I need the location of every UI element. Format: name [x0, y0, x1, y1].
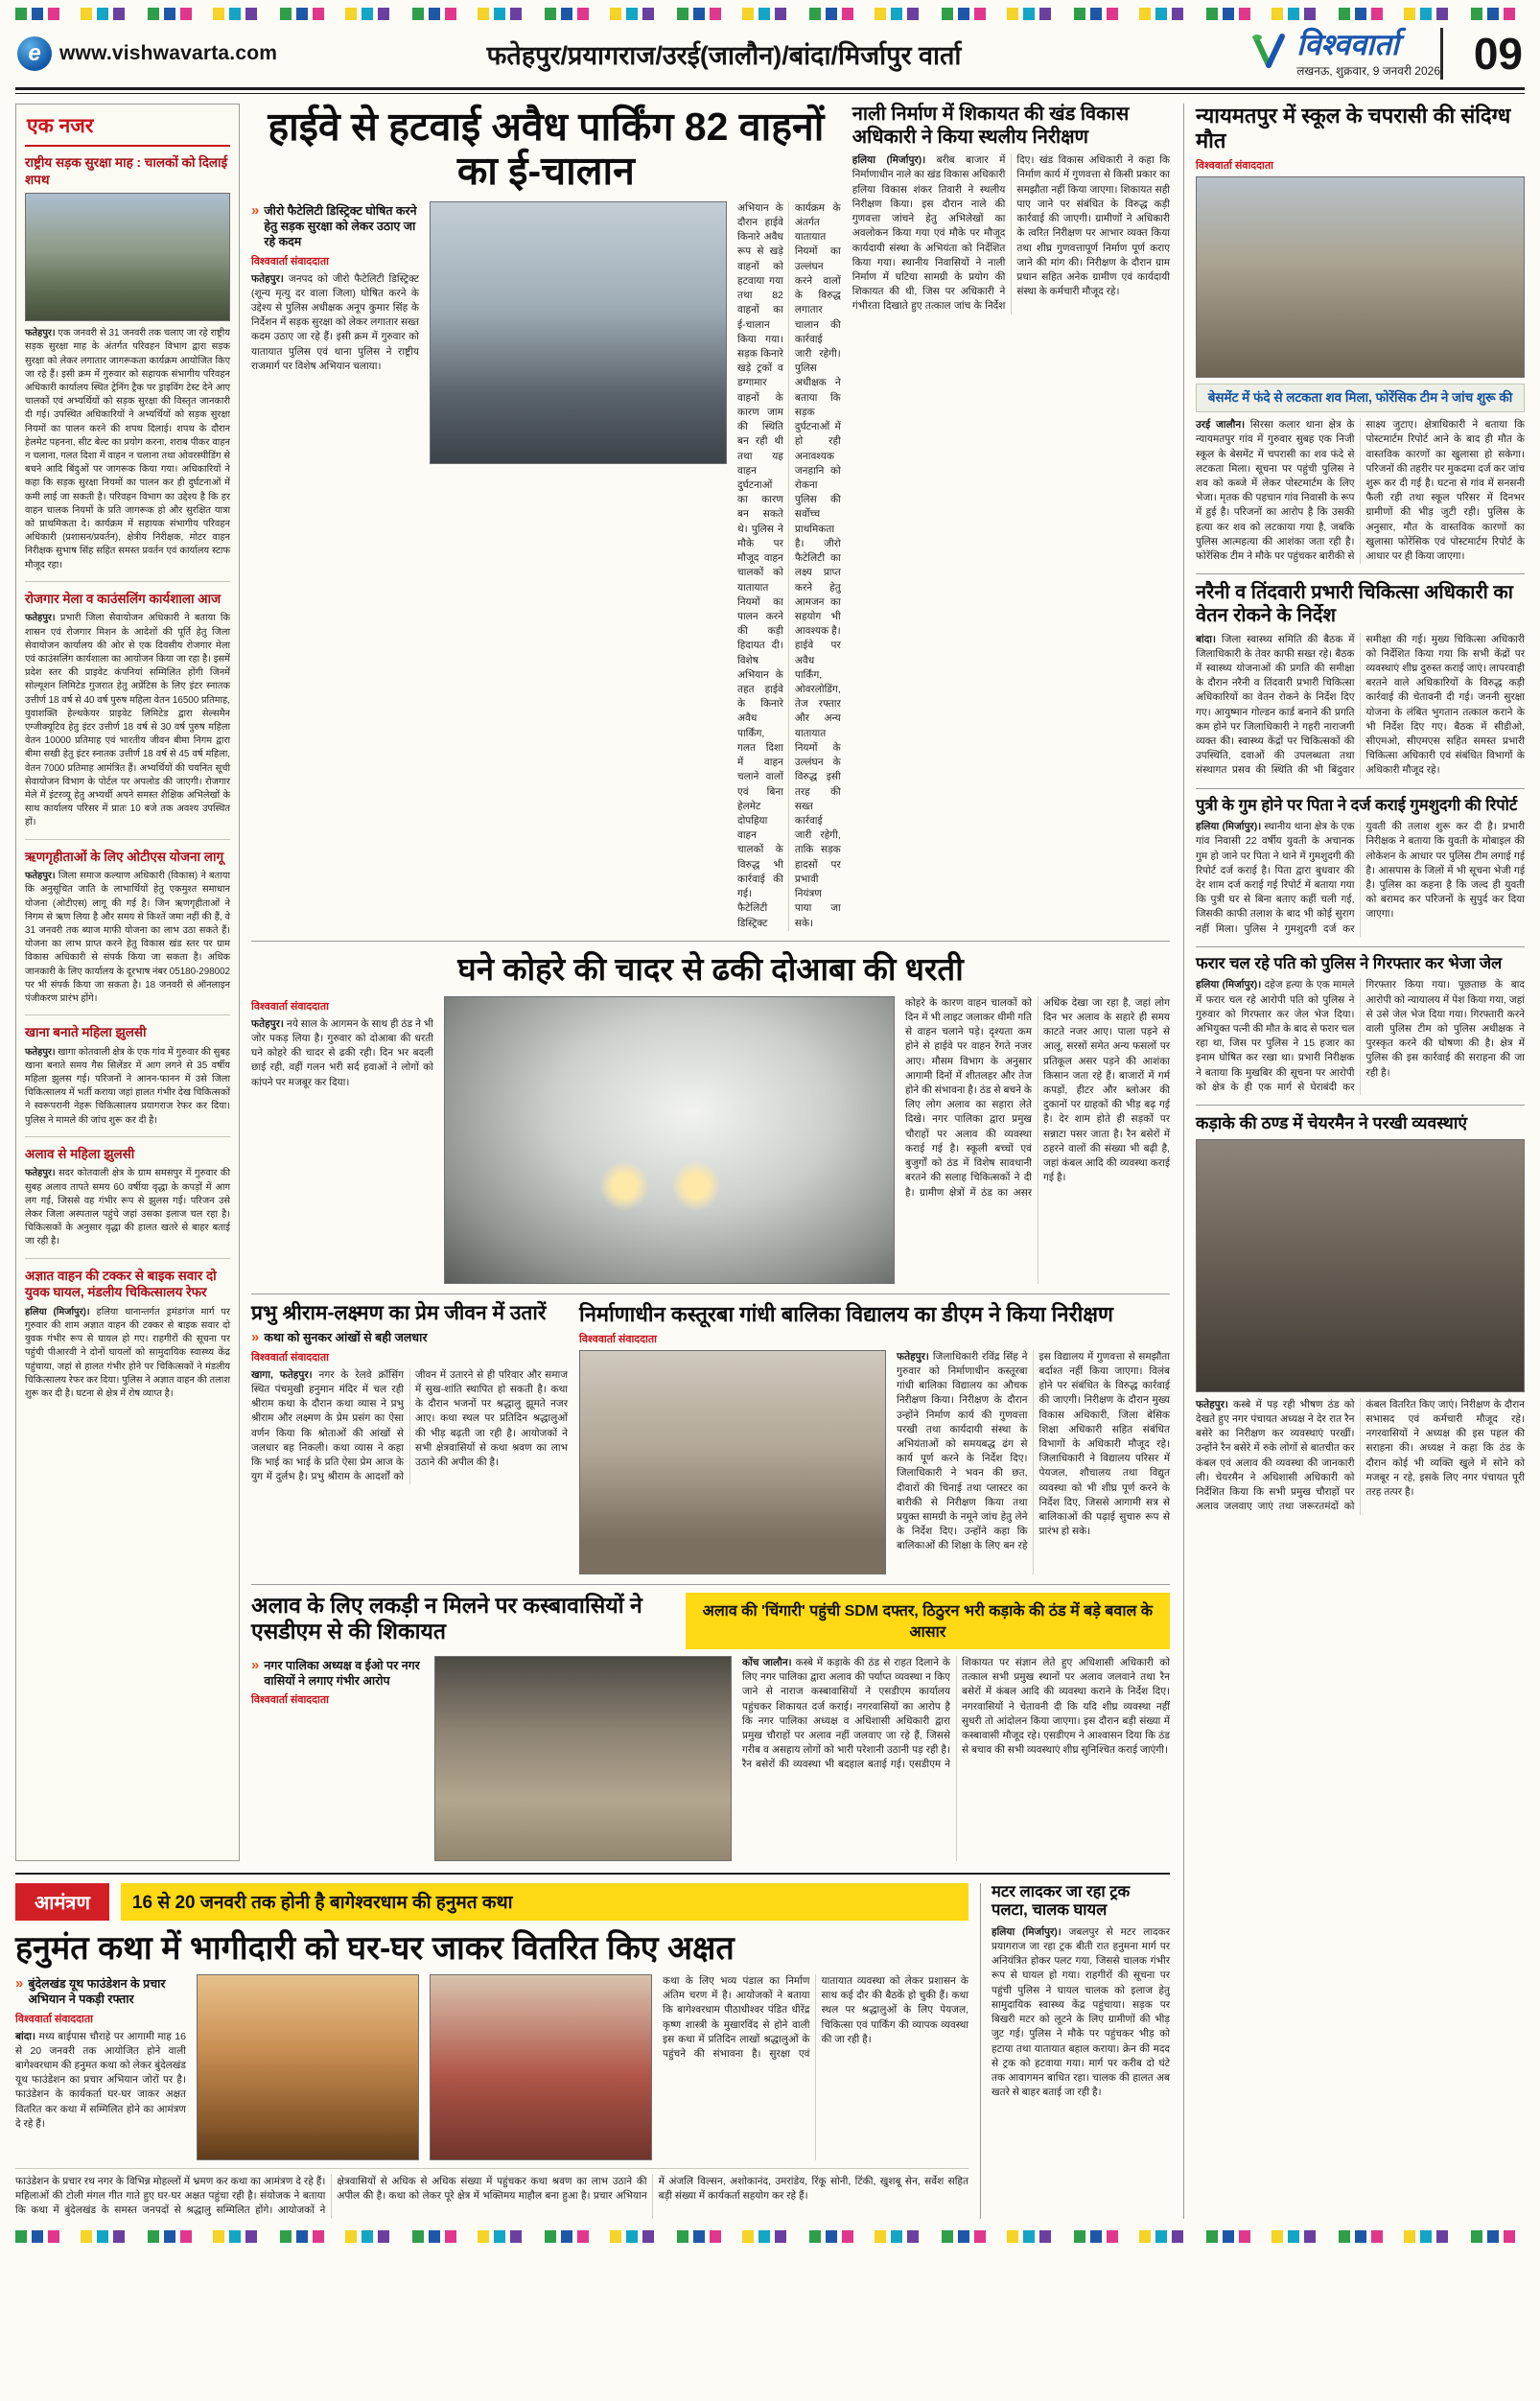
byline: विश्ववार्ता संवाददाता: [251, 1000, 329, 1013]
dateline: हलिया (मिर्जापुर)।: [1196, 979, 1262, 991]
article-headline: न्यायमतपुर में स्कूल के चपरासी की संदिग्ध मौत: [1196, 104, 1511, 152]
article-kicker: बुंदेलखंड यूथ फाउंडेशन के प्रचार अभियान ने पकड़ी रफ्तार: [28, 1977, 166, 2007]
sdm-office-photo: [434, 1656, 732, 1861]
article-kasturba-inspection: [579, 1302, 1170, 1574]
dateline: फतेहपुर।: [25, 871, 56, 882]
globe-e-logo: e: [17, 36, 52, 71]
page-number: 09: [1440, 28, 1523, 80]
article-body: जबलपुर से मटर लादकर प्रयागराज जा रहा ट्रक बीती रात हनुमना मार्ग पर अनियंत्रित होकर पलट गया, जिससे चालक गंभीर रूप से घायल हो गया। राहगीरों की सूचना पर पहुंची पुलिस ने घायल चालक को इलाज हेतु सामुदायिक स्वास्थ्य केंद्र पहुंचाया। सड़क पर बिखरी मटर को लूटने के लिए ग्रामीणों की भीड़ जुट गई। पुलिस ने मौके पर पहुंचकर भीड़ को हटाया तथा यातायात बहाल कराया। क्रेन की मदद से ट्रक को हटवाया गया। मार्ग पर करीब दो घंटे तक आवागमन बाधित रहा। चालक की हालत अब खतरे से बाहर बताई जा रही है।: [992, 1925, 1170, 2099]
dateline: फतेहपुर।: [25, 1168, 56, 1179]
article-intro: नये साल के आगमन के साथ ही ठंड ने भी जोर पकड़ लिया है। गुरुवार को दोआबा की धरती घने कोहरे की चादर से ढकी रही। दिन भर बदली छाई रही, वहीं गलन भरी सर्द हवाओं ने लोगों को कांपने पर मजबूर कर दिया।: [251, 1017, 433, 1088]
highway-enforcement-photo: [430, 201, 727, 464]
article-body: कस्बे में पड़ रही भीषण ठंड को देखते हुए नगर पंचायत अध्यक्ष ने देर रात रैन बसेरे का निरीक्षण कर व्यवस्थाएं परखीं। उन्होंने रैन बसेरे में रुके लोगों से बातचीत कर कंबल एवं अलाव की व्यवस्था की जानकारी ली। चेयरमैन ने अधिशासी अधिकारी को निर्देशित किया कि सभी प्रमुख चौराहों पर अलाव जलवाए जाएं तथा जरूरतमंदों को कंबल वितरित किए जाएं। निरीक्षण के दौरान सभासद एवं कर्मचारी मौजूद रहे। नगरवासियों ने अध्यक्ष की इस पहल की सराहना की। अध्यक्ष ने कहा कि ठंड के दौरान कोई भी व्यक्ति खुले में सोने को मजबूर न रहे, इसके लिए नगर पंचायत पूरी तरह तत्पर है।: [1196, 1398, 1525, 1513]
dateline: बांदा।: [15, 2030, 35, 2042]
procession-photo: [197, 1974, 419, 2160]
article-headline: कड़ाके की ठण्ड में चेयरमैन ने परखी व्यवस्थाएं: [1196, 1113, 1468, 1133]
article-body: दहेज हत्या के एक मामले में फरार चल रहे आरोपी पति को पुलिस ने गुरुवार को गिरफ्तार कर जेल भेज दिया। अभियुक्त पत्नी की मौत के बाद से फरार चल रहा था, जिस पर पुलिस ने 15 हजार का इनाम घोषित कर रखा था। प्रभारी निरीक्षक ने बताया कि मुखबिर की सूचना पर आरोपी को क्षेत्र के ही एक मार्ग से घेराबंदी कर गिरफ्तार किया गया। पूछताछ के बाद आरोपी को न्यायालय में पेश किया गया, जहां से उसे जेल भेज दिया गया। गिरफ्तारी करने वाली पुलिस टीम को पुलिस अधीक्षक ने पुरस्कृत करने की घोषणा की है। क्षेत्र में पुलिस की इस कार्रवाई की सराहना की जा रही है।: [1196, 979, 1525, 1093]
article-body: नगर के रेलवे क्रॉसिंग स्थित पंचमुखी हनुमान मंदिर में चल रही श्रीराम कथा के दौरान कथा व्यास ने प्रभु श्रीराम और लक्ष्मण के प्रेम प्रसंग का ऐसा वर्णन किया कि श्रोताओं की आंखों से जलधार बह निकली। कथा व्यास ने कहा कि भाई का भाई के प्रति ऐसा प्रेम आज के युग में दुर्लभ है। प्रभु श्रीराम के आदर्शों को जीवन में उतारने से ही परिवार और समाज में सुख-शांति स्थापित हो सकती है। कथा के दौरान भजनों पर श्रद्धालु झूमते नजर आए। कथा स्थल पर प्रतिदिन श्रद्धालुओं की भीड़ बढ़ती जा रही है। आयोजकों ने सभी क्षेत्रवासियों से कथा श्रवण का लाभ उठाने की अपील की है।: [251, 1368, 568, 1483]
article-kicker: नगर पालिका अध्यक्ष व ईओ पर नगर वासियों ने लगाए गंभीर आरोप: [264, 1658, 420, 1689]
dateline: उरई जालौन।: [1196, 419, 1246, 431]
dateline: फतेहपुर।: [251, 1017, 284, 1030]
kicker-arrow-icon: »: [251, 201, 260, 219]
ek-nazar-section-title: एक नजर: [25, 110, 230, 147]
kicker-arrow-icon: »: [251, 1329, 260, 1346]
dateline: फतेहपुर।: [25, 1046, 56, 1058]
article-headline: निर्माणाधीन कस्तूरबा गांधी बालिका विद्यालय का डीएम ने किया निरीक्षण: [579, 1301, 1113, 1326]
dateline: हलिया (मिर्जापुर)।: [992, 1925, 1062, 1938]
dateline: फतेहपुर।: [251, 272, 284, 285]
article-body: सदर कोतवाली क्षेत्र के ग्राम समसपुर में गुरुवार की सुबह अलाव तापते समय 60 वर्षीया वृद्धा के कपड़ों में आग लग गई, जिससे वह गंभीर रूप से झुलस गई। परिजन उसे लेकर जिला अस्पताल पहुंचे जहां उसका इलाज चल रहा है। चिकित्सकों के अनुसार वृद्धा की हालत खतरे से बाहर बताई जा रही है।: [25, 1168, 230, 1247]
rain-basera-photo: [1196, 1139, 1525, 1392]
akshat-distribution-photo: [430, 1974, 652, 2160]
article-body: खागा कोतवाली क्षेत्र के एक गांव में गुरुवार की सुबह खाना बनाते समय गैस सिलेंडर में आग लगने से 35 वर्षीय महिला झुलस गई। परिजनों ने आनन-फानन में उसे जिला चिकित्सालय में भर्ती कराया जहां हालत गंभीर देख चिकित्सकों ने स्वरूपरानी नेहरू चिकित्सालय प्रयागराज रेफर कर दिया। पुलिस ने मामले की जांच शुरू कर दी है।: [25, 1046, 230, 1126]
byline: विश्ववार्ता संवाददाता: [251, 1694, 329, 1707]
article-headline: घने कोहरे की चादर से ढकी दोआबा की धरती: [457, 950, 964, 987]
brand-name: विश्ववार्ता: [1296, 27, 1399, 61]
article-body: कथा के लिए भव्य पंडाल का निर्माण अंतिम चरण में है। आयोजकों ने बताया कि बागेश्वरधाम पीठाधीश्वर पंडित धीरेंद्र कृष्ण शास्त्री के मुखारविंद से होने वाली इस कथा में प्रतिदिन लाखों श्रद्धालुओं के पहुंचने की संभावना है। सुरक्षा एवं यातायात व्यवस्था को लेकर प्रशासन के साथ कई दौर की बैठकें हो चुकी हैं। कथा स्थल पर श्रद्धालुओं के लिए पेयजल, चिकित्सा एवं पार्किंग की व्यापक व्यवस्था की जा रही है।: [663, 1975, 968, 2061]
dateline: कोंच जालौन।: [742, 1656, 792, 1668]
dateline: खागा, फतेहपुर।: [251, 1368, 313, 1381]
dm-inspection-photo: [579, 1350, 886, 1574]
article-body: स्थानीय थाना क्षेत्र के एक गांव निवासी 22 वर्षीय युवती के अचानक गुम हो जाने पर पिता ने थाने में गुमशुदगी की रिपोर्ट दर्ज कराई है। पिता द्वारा बुधवार की देर शाम दर्ज कराई गई रिपोर्ट में बताया गया कि पुत्री घर से बिना बताए कहीं चली गई, जिसकी काफी तलाश के बाद भी कोई सुराग नहीं मिला। पुलिस ने गुमशुदगी दर्ज कर युवती की तलाश शुरू कर दी है। प्रभारी निरीक्षक ने बताया कि युवती के मोबाइल की लोकेशन के आधार पर पुलिस टीम लगाई गई है। आसपास के जिलों में भी सूचना भेजी गई है। पुलिस का कहना है कि जल्द ही युवती को बरामद कर परिजनों के सुपुर्द कर दिया जाएगा।: [1196, 821, 1525, 935]
dateline: फतेहपुर।: [1196, 1398, 1228, 1410]
article-body: कोहरे के कारण वाहन चालकों को दिन में भी लाइट जलाकर धीमी गति से वाहन चलाने पड़े। दृश्यता कम होने से हाईवे पर वाहन रेंगते नजर आए। मौसम विभाग के अनुसार आगामी दिनों में शीतलहर और तेज होने की संभावना है। ठंड से बचने के लिए लोग अलाव का सहारा लेते दिखे। नगर पालिका द्वारा प्रमुख चौराहों पर अलाव की व्यवस्था कराई गई है। स्कूली बच्चों एवं बुजुर्गों को ठंड में विशेष सावधानी बरतने की सलाह चिकित्सकों ने दी है। ग्रामीण क्षेत्रों में ठंड का असर अधिक देखा जा रहा है, जहां लोग दिन भर अलाव के सहारे ही समय काटते नजर आए। पाला पड़ने से आलू, सरसों समेत अन्य फसलों पर प्रतिकूल असर पड़ने की आशंका किसान जता रहे हैं। बाजारों में गर्म कपड़ों, हीटर और ब्लोअर की दुकानों पर ग्राहकों की भीड़ बढ़ गई है। देर शाम होते ही सड़कों पर सन्नाटा पसर जाता है। रैन बसेरों में ठहरने वालों की संख्या भी बढ़ी है, जहां कंबल आदि की व्यवस्था कराई गई है।: [905, 996, 1170, 1199]
highlight-quote: बेसमेंट में फंदे से लटकता शव मिला, फोरेंसिक टीम ने जांच शुरू की: [1196, 384, 1525, 412]
fog-road-photo: [444, 996, 895, 1284]
article-headline: ऋणगृहीताओं के लिए ओटीएस योजना लागू: [25, 849, 224, 864]
article-chairman-inspection: [1196, 1105, 1525, 1514]
article-body: जिला स्वास्थ्य समिति की बैठक में जिलाधिकारी के तेवर काफी सख्त रहे। बैठक में स्वास्थ्य योजनाओं की प्रगति की समीक्षा के दौरान नरैनी व तिंदवारी प्रभारी चिकित्सा अधिकारियों का वेतन रोकने के निर्देश दिए गए। आयुष्मान गोल्डन कार्ड बनाने की प्रगति कम होने पर जिलाधिकारी ने गहरी नाराजगी व्यक्त की। स्वास्थ्य केंद्रों पर चिकित्सकों की उपस्थिति, दवाओं की उपलब्धता तथा संस्थागत प्रसव की स्थिति की भी बिंदुवार समीक्षा की गई। मुख्य चिकित्सा अधिकारी को निर्देशित किया गया कि सभी केंद्रों पर व्यवस्थाएं शीघ्र दुरुस्त कराई जाएं। लापरवाही बरतने वाले अधिकारियों के विरुद्ध कड़ी कार्रवाई की चेतावनी दी गई। जननी सुरक्षा योजना के लंबित भुगतान तत्काल कराने के भी निर्देश दिए गए। बैठक में सीडीओ, सीएमओ, सीएमएस सहित समस्त प्रभारी चिकित्सा अधिकारी एवं संबंधित विभागों के अधिकारी मौजूद रहे।: [1196, 633, 1525, 777]
kicker-arrow-icon: »: [251, 1656, 260, 1673]
article-headline: मटर लादकर जा रहा ट्रक पलटा, चालक घायल: [992, 1882, 1131, 1920]
dateline: हलिया (मिर्जापुर)।: [852, 154, 926, 167]
article-ots-yojana: [25, 839, 230, 1007]
bottom-color-strip: [15, 2230, 1525, 2243]
article-headline: हनुमंत कथा में भागीदारी को घर-घर जाकर वितरित किए अक्षत: [15, 1929, 735, 1967]
crime-scene-photo: [1196, 176, 1525, 378]
article-husband-arrested: [1196, 946, 1525, 1095]
article-naali-nirikshan: [852, 104, 1170, 931]
byline: विश्ववार्ता संवाददाता: [1196, 159, 1273, 172]
article-bike-accident: [25, 1258, 230, 1402]
article-headline: नाली निर्माण में शिकायत की खंड विकास अधिकारी ने किया स्थलीय निरीक्षण: [852, 104, 1130, 148]
article-body: जिलाधिकारी रविंद्र सिंह ने गुरुवार को निर्माणाधीन कस्तूरबा गांधी बालिका विद्यालय का औचक निरीक्षण किया। निरीक्षण के दौरान उन्होंने निर्माण कार्य की गुणवत्ता परखी तथा कार्यदायी संस्था के अभियंताओं को समयबद्ध ढंग से कार्य पूर्ण करने के निर्देश दिए। जिलाधिकारी ने भवन की छत, दीवारों की चिनाई तथा प्लास्टर का बारीकी से निरीक्षण किया तथा प्रयुक्त सामग्री के नमूने जांच हेतु लेने के निर्देश दिए। उन्होंने कहा कि बालिकाओं की शिक्षा के लिए बन रहे इस विद्यालय में गुणवत्ता से समझौता बर्दाश्त नहीं किया जाएगा। विलंब होने पर संबंधित के विरुद्ध कार्रवाई की जाएगी। निरीक्षण के दौरान मुख्य विकास अधिकारी, जिला बेसिक शिक्षा अधिकारी सहित संबंधित विभागों के अधिकारी मौजूद रहे। जिलाधिकारी ने विद्यालय परिसर में पेयजल, शौचालय तथा विद्युत व्यवस्था को भी शीघ्र पूर्ण करने के निर्देश दिए, जिससे आगामी सत्र से बालिकाओं की पढ़ाई सुचारु रूप से प्रारंभ हो सके।: [897, 1350, 1170, 1552]
article-headline: अलाव के लिए लकड़ी न मिलने पर कस्बावासियों ने एसडीएम से की शिकायत: [251, 1592, 642, 1643]
top-color-strip: [15, 8, 1525, 20]
dateline: फतेहपुर।: [25, 328, 56, 339]
vishwavarta-logo-icon: [1248, 33, 1289, 76]
article-rojgar-mela: [25, 581, 230, 830]
kicker-arrow-icon: »: [15, 1975, 24, 1992]
article-body-continued: फाउंडेशन के प्रचार रथ नगर के विभिन्न मोहल्लों में भ्रमण कर कथा का आमंत्रण दे रहे हैं। महिलाओं की टोली मंगल गीत गाते हुए घर-घर अक्षत पहुंचा रही है। संयोजक ने बताया कि कथा में बुंदेलखंड के समस्त जनपदों से श्रद्धालु सम्मिलित होंगे। आयोजकों ने क्षेत्रवासियों से अधिक से अधिक संख्या में पहुंचकर कथा श्रवण का लाभ उठाने की अपील की है। कथा को लेकर पूरे क्षेत्र में भक्तिमय माहौल बना हुआ है। प्रचार अभियान में अंजलि विल्सन, अशोकानंद, उमरांडेय, रिंकू सोनी, टिंकी, खुशबू सेन, सर्वेश सहित बड़ी संख्या में कार्यकर्ता सहयोग कर रहे हैं।: [15, 2176, 968, 2217]
edition-date: लखनऊ, शुक्रवार, 9 जनवरी 2026: [1296, 63, 1440, 78]
article-headline: फरार चल रहे पति को पुलिस ने गिरफ्तार कर भेजा जेल: [1196, 954, 1503, 972]
article-headline: अज्ञात वाहन की टक्कर से बाइक सवार दो युवक घायल, मंडलीय चिकित्सालय रेफर: [25, 1268, 217, 1300]
article-headline: रोजगार मेला व काउंसलिंग कार्यशाला आज: [25, 591, 222, 606]
article-body: कस्बे में कड़ाके की ठंड से राहत दिलाने के लिए नगर पालिका द्वारा अलाव की पर्याप्त व्यवस्था न किए जाने से नाराज कस्बावासियों ने एसडीएम कार्यालय पहुंचकर शिकायत दर्ज कराई। नगरवासियों का आरोप है कि नगर पालिका अध्यक्ष व अधिशासी अधिकारी द्वारा प्रमुख चौराहों पर अलाव नहीं जलवाए जा रहे हैं, जिससे गरीब व असहाय लोगों को भारी परेशानी उठानी पड़ रही है। रैन बसेरों की व्यवस्था भी बदहाल बताई गई। एसडीएम ने शिकायत पर संज्ञान लेते हुए अधिशासी अधिकारी को तत्काल सभी प्रमुख स्थानों पर अलाव जलवाने तथा रैन बसेरों में कंबल आदि की व्यवस्था कराने के निर्देश दिए। नगरवासियों ने चेतावनी दी कि यदि शीघ्र व्यवस्था नहीं सुधरी तो आंदोलन किया जाएगा। इस दौरान बड़ी संख्या में कस्बावासी मौजूद रहे। एसडीएम ने आश्वासन दिया कि ठंड से बचाव की सभी व्यवस्थाएं शीघ्र सुनिश्चित कराई जाएंगी।: [742, 1656, 1170, 1771]
article-truck-overturn: [992, 1883, 1170, 2101]
masthead: [13, 20, 1527, 85]
ek-nazar-column: [15, 104, 240, 1861]
article-headline: राष्ट्रीय सड़क सुरक्षा माह : चालकों को दिलाई शपथ: [25, 155, 228, 187]
article-kicker: कथा को सुनकर आंखों से बही जलधार: [264, 1331, 428, 1345]
article-ram-katha: [251, 1302, 568, 1574]
masthead-rule: [15, 87, 1525, 94]
article-subhead-strip: अलाव की 'चिंगारी' पहुंची SDM दफ्तर, ठिठुरन भरी कड़ाके की ठंड में बड़े बवाल के आसार: [686, 1593, 1170, 1649]
article-body: अभियान के दौरान हाईवे किनारे अवैध रूप से खड़े वाहनों को हटवाया गया तथा 82 वाहनों का ई-चालान किया गया। सड़क किनारे खड़े ट्रकों व डग्गामार वाहनों के कारण जाम की स्थिति बन रही थी तथा यह वाहन दुर्घटनाओं का कारण बन सकते थे। पुलिस ने मौके पर मौजूद वाहन चालकों को यातायात नियमों का पालन करने की कड़ी हिदायत दी। विशेष अभियान के तहत हाईवे के किनारे अवैध पार्किंग, गलत दिशा में वाहन चलाने वालों एवं बिना हेलमेट दोपहिया वाहन चालकों के विरुद्ध भी कार्रवाई की गई। फैटेलिटी डिस्ट्रिक्ट कार्यक्रम के अंतर्गत यातायात नियमों का उल्लंघन करने वालों के विरुद्ध लगातार चालान की कार्रवाई जारी रहेगी। पुलिस अधीक्षक ने बताया कि सड़क दुर्घटनाओं में हो रही अनावश्यक जनहानि को रोकना पुलिस की सर्वोच्च प्राथमिकता है। जीरो फैटेलिटी का लक्ष्य प्राप्त करने हेतु आमजन का सहयोग भी आवश्यक है। हाईवे पर अवैध पार्किंग, ओवरलोडिंग, तेज रफ्तार और अन्य यातायात नियमों के उल्लंघन के विरुद्ध इसी तरह की सख्त कार्रवाई जारी रहेगी, ताकि सड़क हादसों पर प्रभावी नियंत्रण पाया जा सके।: [737, 201, 841, 929]
article-cooking-burn: [25, 1014, 230, 1128]
article-road-safety-oath: [25, 154, 230, 572]
article-peon-death: [1196, 104, 1525, 564]
article-headline: नरैनी व तिंदवारी प्रभारी चिकित्सा अधिकारी का वेतन रोकने के निर्देश: [1196, 582, 1513, 626]
byline: विश्ववार्ता संवाददाता: [15, 2013, 93, 2025]
article-missing-daughter: [1196, 788, 1525, 937]
dateline: फतेहपुर।: [897, 1350, 929, 1363]
byline: विश्ववार्ता संवाददाता: [579, 1333, 657, 1345]
article-body: हलिया थानान्तर्गत ड्रमंडगंज मार्ग पर गुरुवार की शाम अज्ञात वाहन की टक्कर से बाइक सवार दो युवक गंभीर रूप से घायल हो गए। राहगीरों की सूचना पर पहुंची पीआरवी ने दोनों घायलों को सामुदायिक स्वास्थ्य केंद्र पहुंचाया, जहां से हालत गंभीर होने पर चिकित्सकों ने मंडलीय चिकित्सालय रेफर कर दिया। पुलिस ने अज्ञात वाहन की तलाश शुरू कर दी है। घटना से क्षेत्र में रोष व्याप्त है।: [25, 1306, 230, 1399]
article-kohra-fog: [251, 941, 1170, 1284]
article-intro: मध्य बाईपास चौराहे पर आगामी माह 16 से 20 जनवरी तक आयोजित होने वाली बागेश्वरधाम की हनुमत कथा को लेकर बुंदेलखंड यूथ फाउंडेशन का प्रचार अभियान जोरों पर है। फाउंडेशन के कार्यकर्ता घर-घर जाकर अक्षत वितरित कर कथा में सम्मिलित होने का आमंत्रण दे रहे हैं।: [15, 2030, 186, 2130]
byline: विश्ववार्ता संवाददाता: [251, 1351, 329, 1364]
article-body: सिरसा कलार थाना क्षेत्र के न्यायमतपुर गांव में गुरुवार सुबह एक निजी स्कूल के बेसमेंट में चपरासी का शव फंदे से लटकता मिला। सूचना पर पहुंची पुलिस ने शव को कब्जे में लेकर पोस्टमार्टम के लिए भेजा। मृतक की पहचान गांव निवासी के रूप में हुई है। परिजनों का आरोप है कि उसकी हत्या कर शव को लटकाया गया है, जबकि पुलिस आत्महत्या की आशंका जता रही है। फोरेंसिक टीम ने मौके पर पहुंचकर बारीकी से साक्ष्य जुटाए। क्षेत्राधिकारी ने बताया कि पोस्टमार्टम रिपोर्ट आने के बाद ही मौत के वास्तविक कारणों का खुलासा हो सकेगा। परिजनों की तहरीर पर मुकदमा दर्ज कर जांच शुरू कर दी गई है। घटना से गांव में सनसनी फैली रही तथा स्कूल परिसर में दिनभर ग्रामीणों की भीड़ जुटी रही। पुलिस के अनुसार, मौत के वास्तविक कारणों का खुलासा फोरेंसिक एवं पोस्टमार्टम रिपोर्ट के आधार पर ही किया जाएगा।: [1196, 419, 1525, 563]
article-hanumant-katha: [15, 1883, 968, 2219]
article-subhead-strip: 16 से 20 जनवरी तक होनी है बागेश्वरधाम की हनुमत कथा: [121, 1883, 968, 1921]
article-body: जिला समाज कल्याण अधिकारी (विकास) ने बताया कि अनुसूचित जाति के लाभार्थियों हेतु एकमुश्त समाधान योजना (ओटीएस) लागू की गई है। जिन ऋणगृहीताओं ने निगम से ऋण लिया है और समय से किश्तें जमा नहीं की हैं, वे 31 जनवरी तक ब्याज माफी योजना का लाभ उठा सकते हैं। योजना का लाभ प्राप्त करने हेतु विकास खंड स्तर पर ग्राम विकास अधिकारी से संपर्क किया जा सकता है। अधिक जानकारी के लिए कार्यालय के दूरभाष नंबर 05180-298002 पर भी संपर्क किया जा सकता है। 18 जनवरी से ऑनलाइन पंजीकरण प्रारंभ होंगे।: [25, 871, 230, 1004]
article-salary-hold: [1196, 573, 1525, 778]
dateline: बांदा।: [1196, 633, 1216, 645]
article-intro: जनपद को जीरो फैटेलिटी डिस्ट्रिक्ट (शून्य मृत्यु दर वाला जिला) घोषित करने के उद्देश्य से पुलिस अधीक्षक अनूप कुमार सिंह के निर्देशन में सड़क सुरक्षा को लेकर लगातार सख्त कदम उठाए जा रहे हैं। इसी क्रम में गुरुवार को यातायात पुलिस एवं थाना पुलिस ने राष्ट्रीय राजमार्ग पर विशेष अभियान चलाया।: [251, 272, 420, 372]
article-headline: अलाव से महिला झुलसी: [25, 1146, 135, 1161]
article-headline: पुत्री के गुम होने पर पिता ने दर्ज कराई गुमशुदगी की रिपोर्ट: [1196, 796, 1518, 814]
website-url: www.vishwavarta.com: [59, 42, 278, 64]
article-kicker: जीरो फैटेलिटी डिस्ट्रिक्ट घोषित करने हेतु सड़क सुरक्षा को लेकर उठाए जा रहे कदम: [264, 203, 417, 249]
article-highway-echalan: [251, 104, 841, 931]
article-alav-complaint: [251, 1584, 1170, 1861]
article-body: एक जनवरी से 31 जनवरी तक चलाए जा रहे राष्ट्रीय सड़क सुरक्षा माह के अंतर्गत परिवहन विभाग द्वारा सड़क सुरक्षा को लेकर लगातार जागरूकता कार्यक्रम आयोजित किए जा रहे हैं। इसी क्रम में गुरुवार को सहायक संभागीय परिवहन अधिकारी कार्यालय स्थित ट्रेनिंग ट्रैक पर ड्राइविंग टेस्ट देने आए चालकों एवं अभ्यर्थियों को सड़क सुरक्षा की विस्तृत जानकारी दी गई। उपस्थित अधिकारियों ने अभ्यर्थियों को सड़क सुरक्षा नियमों का पालन करने की शपथ दिलाई। शपथ के दौरान हेलमेट पहनना, सीट बेल्ट का प्रयोग करना, शराब पीकर वाहन न चलाना, गलत दिशा में वाहन न चलाना तथा ओवरस्पीडिंग से बचने आदि बिंदुओं पर जागरूक किया गया। अधिकारियों ने कहा कि सड़क सुरक्षा नियमों का पालन कर ही दुर्घटनाओं में कमी लाई जा सकती है। परिवहन विभाग का उद्देश्य है कि हर वाहन चालक नियमों के प्रति जागरूक हो और सुरक्षित यात्रा को प्राथमिकता दे। कार्यक्रम में सहायक संभागीय परिवहन अधिकारी (प्रशासन/प्रवर्तन), क्षेत्रीय निरीक्षक, मोटर वाहन निरीक्षक सुभाष सिंह सहित समस्त प्रवर्तन एवं कार्यालय स्टाफ मौजूद रहा।: [25, 328, 230, 571]
article-body: प्रभारी जिला सेवायोजन अधिकारी ने बताया कि शासन एवं रोजगार मिशन के आदेशों की पूर्ति हेतु जिला सेवायोजन कार्यालय की ओर से एक दिवसीय रोजगार मेला एवं काउंसलिंग कार्यशाला का आयोजन किया जा रहा है। इसमें प्रदेश स्तर की प्राइवेट कंपनियां सम्मिलित होंगी जिनमें सोल्यूशन लिमिटेड गुजरात हेतु अप्रेंटिस के लिए इंटर स्नातक उत्तीर्ण 18 वर्ष से 40 वर्ष पुरुष महिला वेतन 16500 प्रतिमाह, युवाशक्ति हेल्थकेयर प्राइवेट लिमिटेड द्वारा सेल्समैन एग्जीक्यूटिव हेतु इंटर उत्तीर्ण 18 वर्ष से 30 वर्ष पुरुष महिला वेतन 10000 प्रतिमाह एवं भारतीय जीवन बीमा निगम द्वारा बीमा सखी हेतु इंटर स्नातक उत्तीर्ण 18 वर्ष से 45 वर्ष महिला, वेतन 7000 प्रतिमाह आमंत्रित हैं। अभ्यर्थियों की चयनित सूची सेवायोजन विभाग के पोर्टल पर अपलोड की जाएगी। रोजगार मेले में इंटरव्यू हेतु अभ्यर्थी अपने समस्त शैक्षिक अभिलेखों के साथ कार्यालय परिसर में प्रातः 10 बजे तक अवश्य उपस्थित हों।: [25, 613, 230, 828]
dateline: फतेहपुर।: [25, 613, 56, 624]
article-headline: खाना बनाते महिला झुलसी: [25, 1025, 147, 1040]
road-safety-oath-photo: [25, 193, 230, 321]
article-body: बरीब बाजार में निर्माणाधीन नाले का खंड विकास अधिकारी हलिया विकास शंकर तिवारी ने स्थलीय निरीक्षण किया। इस दौरान नाले की गुणवत्ता जांचने हेतु अभिलेखों का अवलोकन किया गया एवं मौके पर मौजूद कार्यदायी संस्था के अभियंता को निर्देशित किया गया। स्थानीय निवासियों ने नाली निर्माण में घटिया सामग्री के प्रयोग की शिकायत की थी, जिस पर अधिकारी ने गंभीरता दिखाते हुए तत्काल जांच के निर्देश दिए। खंड विकास अधिकारी ने कहा कि निर्माण कार्य में गुणवत्ता से किसी प्रकार का समझौता नहीं किया जाएगा। शिकायत सही पाए जाने पर संबंधित के विरुद्ध कड़ी कार्रवाई की जाएगी। ग्रामीणों ने अधिकारी के त्वरित निरीक्षण पर आभार व्यक्त किया तथा शीघ्र गुणवत्तापूर्ण निर्माण पूर्ण कराए जाने की मांग की। निरीक्षण के दौरान ग्राम प्रधान सहित अनेक ग्रामीण एवं कार्यदायी संस्था के कर्मचारी मौजूद रहे।: [852, 154, 1170, 313]
edition-cities: फतेहपुर/प्रयागराज/उरई(जालौन)/बांदा/मिर्जापुर वार्ता: [486, 40, 962, 70]
article-headline: प्रभु श्रीराम-लक्ष्मण का प्रेम जीवन में उतारें: [251, 1301, 547, 1324]
amantran-tag: आमंत्रण: [15, 1883, 109, 1921]
article-alav-burn: [25, 1136, 230, 1249]
byline: विश्ववार्ता संवाददाता: [251, 255, 329, 268]
dateline: हलिया (मिर्जापुर)।: [25, 1306, 90, 1317]
article-headline: हाईवे से हटवाई अवैध पार्किंग 82 वाहनों का ई-चालान: [268, 105, 825, 193]
dateline: हलिया (मिर्जापुर)।: [1196, 821, 1262, 833]
